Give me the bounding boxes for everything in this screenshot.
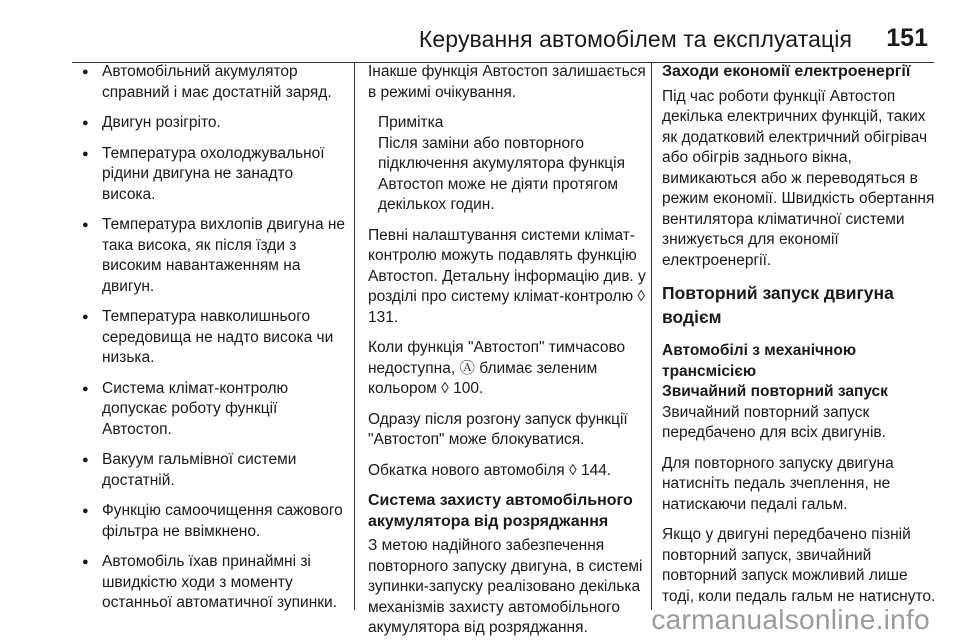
note-block <box>368 113 648 216</box>
section-heading: Система захисту автомобільного акумулятора від розряджання <box>368 492 633 530</box>
paragraph: Під час роботи функції Автостоп декілька електричних функцій, таких як додатковий електричний обігрівач або обігрів заднього вікна, вимикаються або ж переводяться в режим економії. Швидкість обертання вентилятора кліматичної системи знижується для економії електроенергії. <box>662 87 935 269</box>
section-heading-large: Повторний запуск двигуна водієм <box>662 283 894 327</box>
list-item: ● Температура охолоджувальної рідини двигуна не занадто висока. <box>82 144 350 206</box>
list-item: ● Автомобіль їхав принаймні зі швидкістю ходи з моменту останньої автоматичної зупинки. <box>82 552 350 614</box>
list-item: ● Система клімат-контролю допускає роботу функції Автостоп. <box>82 379 350 441</box>
list-item: ● Автомобільний акумулятор справний і має достатній заряд. <box>82 62 350 103</box>
paragraph: Інакше функція Автостоп залишається в режимі очікування. <box>368 63 646 101</box>
column-divider-right <box>651 62 652 610</box>
list-item: ● Вакуум гальмівної системи достатній. <box>82 450 350 491</box>
column-middle <box>368 62 648 642</box>
list-item: ● Температура навколишнього середовища не надто висока чи низька. <box>82 307 350 369</box>
paragraph: Звичайний повторний запуск передбачено для всіх двигунів. <box>662 403 886 441</box>
list-item: ● Функцію самоочищення сажового фільтра не ввімкнено. <box>82 501 350 542</box>
paragraph: Одразу після розгону запуск функції "Автостоп" може блокуватися. <box>368 410 628 448</box>
list-item: ● Двигун розігріто. <box>82 113 350 134</box>
page-number: 151 <box>886 24 928 52</box>
conditions-list <box>82 62 350 614</box>
note-title: Примітка <box>378 114 444 131</box>
paragraph: Для повторного запуску двигуна натисніть педаль зчеплення, не натискаючи педалі гальм. <box>662 454 894 513</box>
paragraph: Якщо у двигуні передбачено пізній повторний запуск, звичайний повторний запуск можливий лише тоді, коли педаль гальм не натиснуто. <box>662 526 936 605</box>
note-text: Після заміни або повторного підключення акумулятора функція Автостоп може не діяти протягом декількох годин. <box>378 134 625 213</box>
list-item: ● Температура вихлопів двигуна не така висока, як після їзди з високим навантаженням на двигун. <box>82 215 350 297</box>
column-left <box>82 62 350 624</box>
page-header <box>0 12 960 52</box>
chapter-title: Керування автомобілем та експлуатація <box>418 26 852 52</box>
subheading: Звичайний повторний запуск <box>662 383 888 400</box>
column-right <box>662 62 937 617</box>
subheading: Автомобілі з механічною трансмісією <box>662 342 857 380</box>
paragraph: З метою надійного забезпечення повторного запуску двигуна, в системі зупинки-запуску реалізовано декілька механізмів захисту автомобільного акумулятора від розряджання. <box>368 537 643 636</box>
paragraph: Коли функція "Автостоп" тимчасово недоступна, Ⓐ блимає зеленим кольором ◊ 100. <box>368 339 626 397</box>
watermark: carmanualsonline.info <box>651 604 930 635</box>
section-heading: Заходи економії електроенергії <box>662 63 911 80</box>
column-divider-left <box>354 62 355 610</box>
paragraph: Обкатка нового автомобіля ◊ 144. <box>368 461 612 479</box>
paragraph: Певні налаштування системи клімат-контролю можуть подавлять функцію Автостоп. Детальну інформацію див. у розділі про систему клімат-контролю ◊ 131. <box>368 226 646 326</box>
